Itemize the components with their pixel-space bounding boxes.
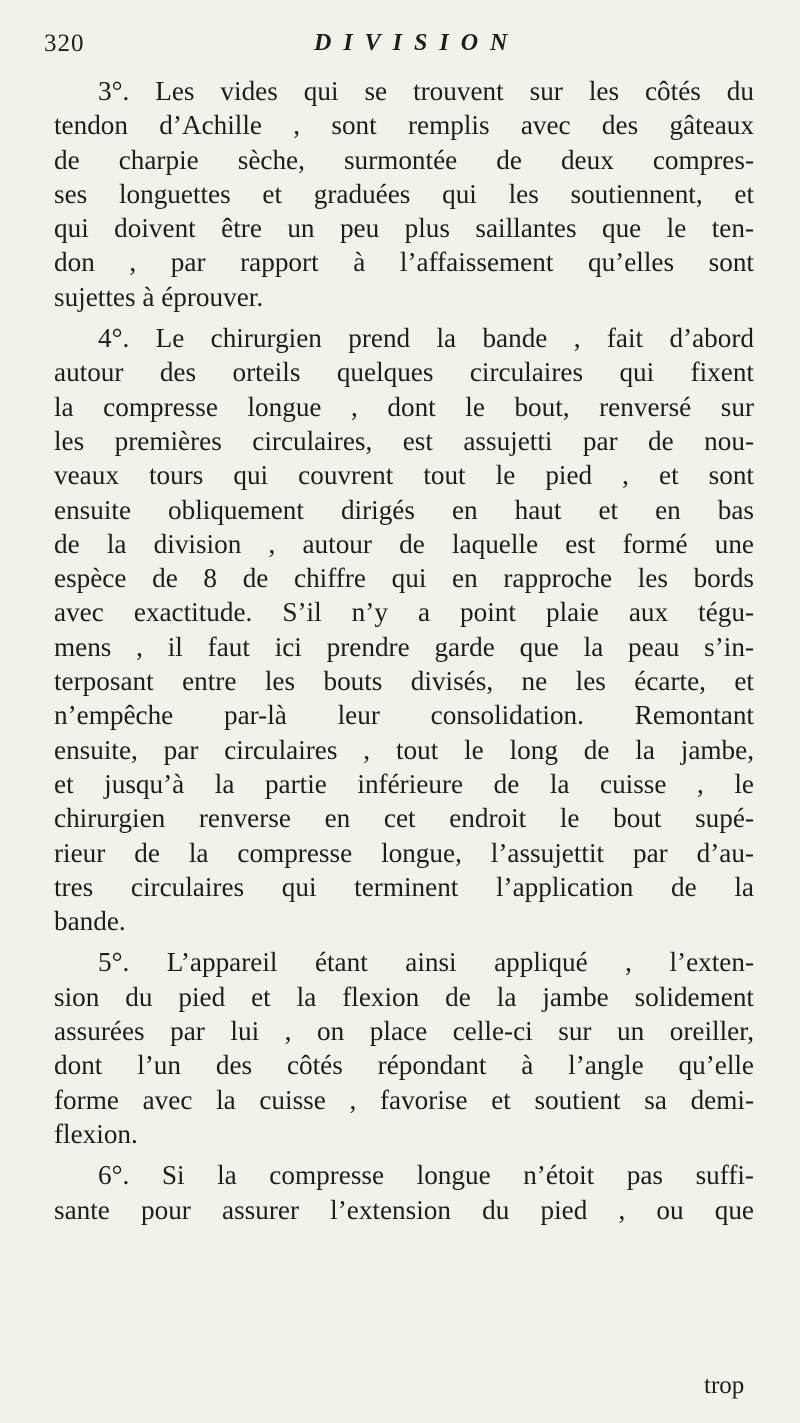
text-line: 6°. Si la compresse longue n’étoit pas suffi- bbox=[98, 1160, 754, 1191]
paragraph bbox=[54, 321, 754, 938]
text-line: bande. bbox=[54, 906, 126, 937]
text-line: chirurgien renverse en cet endroit le bout supé- bbox=[54, 803, 754, 834]
text-line: flexion. bbox=[54, 1118, 138, 1149]
text-line: sujettes à éprouver. bbox=[54, 281, 264, 312]
running-title: DIVISION bbox=[314, 30, 520, 56]
text-line: 5°. L’appareil étant ainsi appliqué , l’exten- bbox=[98, 947, 754, 978]
paragraph bbox=[54, 945, 754, 1151]
text-line: ensuite, par circulaires , tout le long de la jambe, bbox=[54, 734, 754, 765]
text-line: forme avec la cuisse , favorise et soutient sa demi- bbox=[54, 1084, 754, 1115]
text-line: 3°. Les vides qui se trouvent sur les côtés du bbox=[98, 76, 754, 106]
body-text bbox=[54, 74, 754, 1234]
text-line: rieur de la compresse longue, l’assujettit par d’au- bbox=[54, 837, 754, 868]
text-line: 4°. Le chirurgien prend la bande , fait d’abord bbox=[98, 323, 754, 354]
paragraph bbox=[54, 1158, 754, 1227]
text-line: assurées par lui , on place celle-ci sur un oreiller, bbox=[54, 1016, 754, 1047]
page-number: 320 bbox=[44, 30, 85, 57]
text-line: de la division , autour de laquelle est formé une bbox=[54, 528, 754, 559]
text-line: espèce de 8 de chiffre qui en rapproche les bords bbox=[54, 563, 754, 594]
text-line: autour des orteils quelques circulaires qui fixent bbox=[54, 357, 754, 388]
text-line: la compresse longue , dont le bout, renversé sur bbox=[54, 391, 754, 422]
text-line: les premières circulaires, est assujetti par de nou- bbox=[54, 425, 754, 456]
text-line: sante pour assurer l’extension du pied , ou que bbox=[54, 1194, 754, 1225]
catchword: trop bbox=[704, 1372, 745, 1399]
text-line: avec exactitude. S’il n’y a point plaie aux tégu- bbox=[54, 597, 754, 628]
page-header bbox=[44, 30, 756, 70]
text-line: sion du pied et la flexion de la jambe solidement bbox=[54, 981, 754, 1012]
paragraph bbox=[54, 74, 754, 314]
text-line: de charpie sèche, surmontée de deux compres- bbox=[54, 144, 754, 175]
text-line: dont l’un des côtés répondant à l’angle qu’elle bbox=[54, 1050, 754, 1081]
text-line: tres circulaires qui terminent l’application de la bbox=[54, 871, 754, 902]
text-line: et jusqu’à la partie inférieure de la cuisse , le bbox=[54, 768, 754, 799]
text-line: mens , il faut ici prendre garde que la peau s’in- bbox=[54, 631, 754, 662]
text-line: don , par rapport à l’affaissement qu’elles sont bbox=[54, 247, 754, 278]
text-line: qui doivent être un peu plus saillantes que le ten- bbox=[54, 213, 754, 244]
text-line: n’empêche par-là leur consolidation. Remontant bbox=[54, 700, 754, 731]
text-line: veaux tours qui couvrent tout le pied , et sont bbox=[54, 460, 754, 491]
text-line: tendon d’Achille , sont remplis avec des gâteaux bbox=[54, 110, 754, 141]
text-line: terposant entre les bouts divisés, ne les écarte, et bbox=[54, 666, 754, 697]
text-line: ensuite obliquement dirigés en haut et en bas bbox=[54, 494, 754, 525]
text-line: ses longuettes et graduées qui les soutiennent, et bbox=[54, 178, 754, 209]
